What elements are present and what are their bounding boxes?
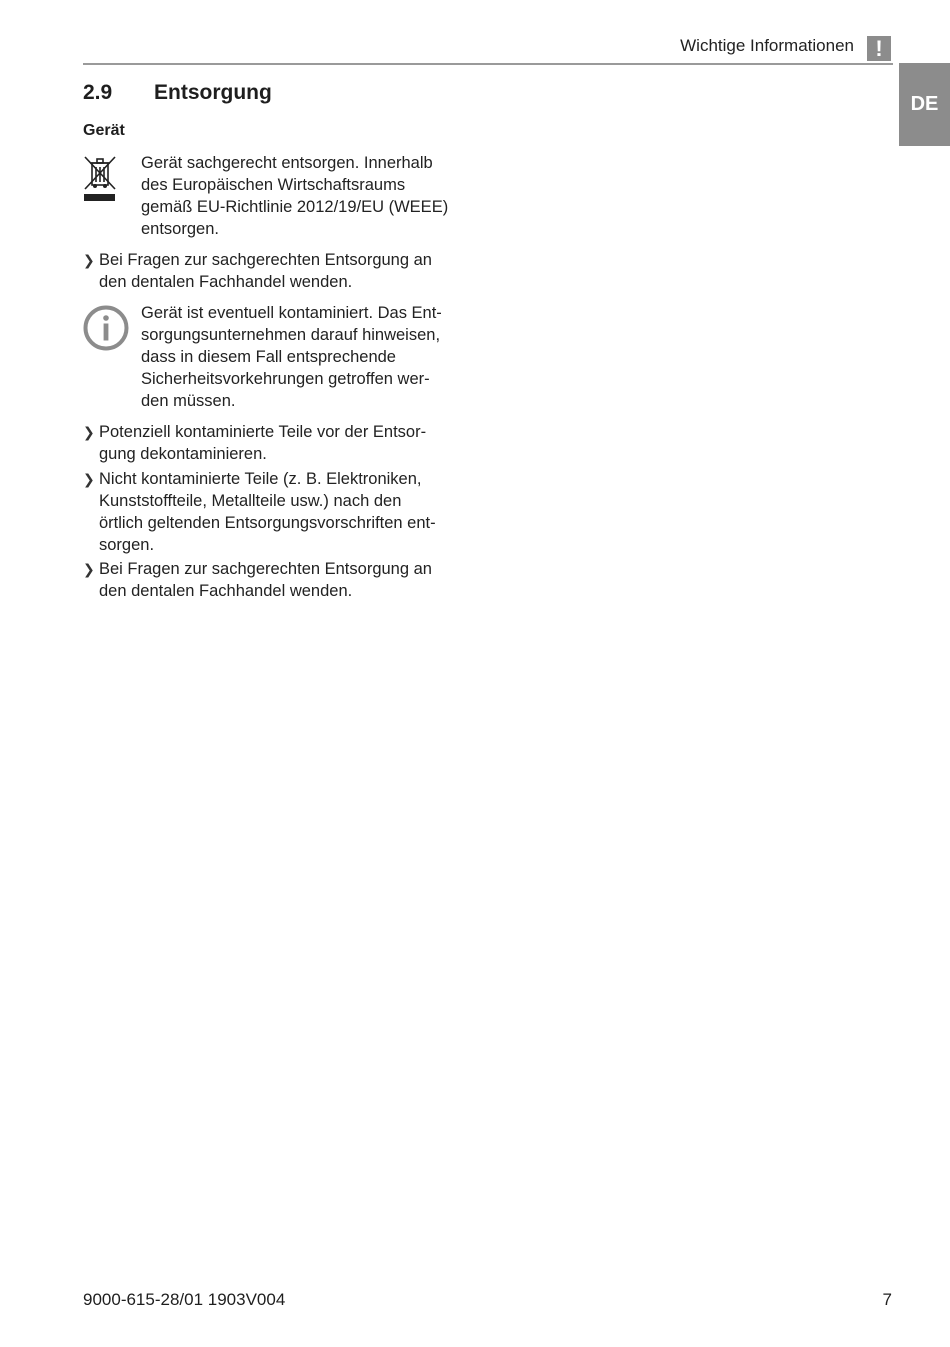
subheading-geraet: Gerät (83, 122, 125, 139)
info-icon (83, 305, 129, 351)
language-tab: DE (899, 63, 950, 146)
step-line: Potenziell kontaminierte Teile vor der Entsor- (99, 423, 427, 441)
info-note-line: sorgungsunternehmen darauf hinweisen, (141, 326, 441, 344)
step-line: den dentalen Fachhandel wenden. (99, 582, 353, 600)
weee-note-line: Gerät sachgerecht entsorgen. Innerhalb (141, 154, 433, 172)
bullet-marker: ❯ (83, 424, 95, 440)
bullet-marker: ❯ (83, 252, 95, 268)
section-title: Entsorgung (154, 81, 272, 104)
running-header-title: Wichtige Informationen (680, 36, 854, 55)
page-number: 7 (882, 1290, 892, 1309)
step-line: den dentalen Fachhandel wenden. (99, 273, 353, 291)
step-line: Nicht kontaminierte Teile (z. B. Elektroniken, (99, 470, 422, 488)
document-number: 9000-615-28/01 1903V004 (83, 1290, 286, 1309)
step-line: gung dekontaminieren. (99, 445, 267, 463)
crossed-out-wheelie-bin-icon (83, 155, 117, 203)
step-line: Bei Fragen zur sachgerechten Entsorgung an (99, 251, 432, 269)
weee-note-line: entsorgen. (141, 220, 219, 238)
section-number: 2.9 (83, 81, 113, 104)
bullet-marker: ❯ (83, 471, 95, 487)
info-note-line: Sicherheitsvorkehrungen getroffen wer- (141, 370, 430, 388)
weee-note-line: des Europäischen Wirtschaftsraums (141, 176, 406, 194)
exclamation-mark-icon: ! (867, 36, 891, 61)
step-line: Bei Fragen zur sachgerechten Entsorgung an (99, 560, 432, 578)
info-note-line: dass in diesem Fall entsprechende (141, 348, 396, 366)
info-note-line: den müssen. (141, 392, 236, 410)
step-line: sorgen. (99, 536, 155, 554)
weee-note-line: gemäß EU-Richtlinie 2012/19/EU (WEEE) (141, 198, 449, 216)
step-line: örtlich geltenden Entsorgungsvorschriften ent- (99, 514, 436, 532)
step-line: Kunststoffteile, Metallteile usw.) nach den (99, 492, 402, 510)
info-note-line: Gerät ist eventuell kontaminiert. Das Ent- (141, 304, 442, 322)
header-divider (83, 63, 893, 65)
bullet-marker: ❯ (83, 561, 95, 577)
